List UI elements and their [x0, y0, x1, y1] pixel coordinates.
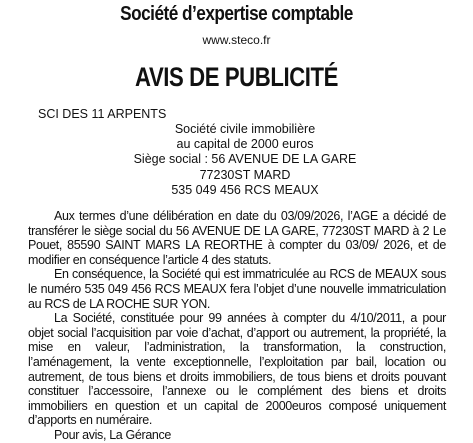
paragraph-registration: En conséquence, la Société qui est immatriculée au RCS de MEAUX sous le numéro 535 049 456 RCS MEAUX fera l’objet d’une nouvelle immatriculation au RCS de LA ROCHE SUR YON.	[28, 267, 446, 311]
notice-title: AVIS DE PUBLICITÉ	[135, 62, 338, 92]
company-postcode-city: 77230ST MARD	[199, 167, 291, 182]
firm-name: Société d’expertise comptable	[120, 3, 353, 25]
company-name: SCI DES 11 ARPENTS	[38, 107, 167, 121]
company-legal-form: Société civile immobilière	[174, 122, 316, 136]
paragraph-transfer: Aux termes d’une délibération en date du 03/09/2026, l’AGE a décidé de transférer le siège social du 56 AVENUE DE LA GARE, 77230ST MARD à 2 Le Pouet, 85590 SAINT MARS LA REORTHE à compter du 03/09/ 2026, et de modifier en conséquence l’article 4 des statuts.	[28, 209, 446, 267]
firm-website: www.steco.fr	[202, 33, 271, 47]
company-rcs-number: 535 049 456 RCS MEAUX	[171, 182, 319, 197]
company-capital: au capital de 2000 euros	[176, 137, 314, 152]
signature: Pour avis, La Gérance	[54, 427, 172, 442]
company-details	[120, 122, 370, 198]
company-registered-office: Siège social : 56 AVENUE DE LA GARE	[133, 152, 357, 167]
notice-body	[28, 209, 446, 443]
paragraph-purpose: La Société, constituée pour 99 années à compter du 4/10/2011, a pour objet social l’acquisition par voie d’achat, d’apport ou autrement, la propriété, la mise en valeur, l’administration, la transformation, la construction, l’aménagement, la vente exceptionnelle, l’exploitation par bail, location ou autrement, de tous biens et droits immobiliers, de tous biens et droits pouvant constituer l’accessoire, l’annexe ou le complément des biens et droits immobiliers en question et un capital de 2000euros composé uniquement d’apports en numéraire.	[28, 311, 446, 428]
